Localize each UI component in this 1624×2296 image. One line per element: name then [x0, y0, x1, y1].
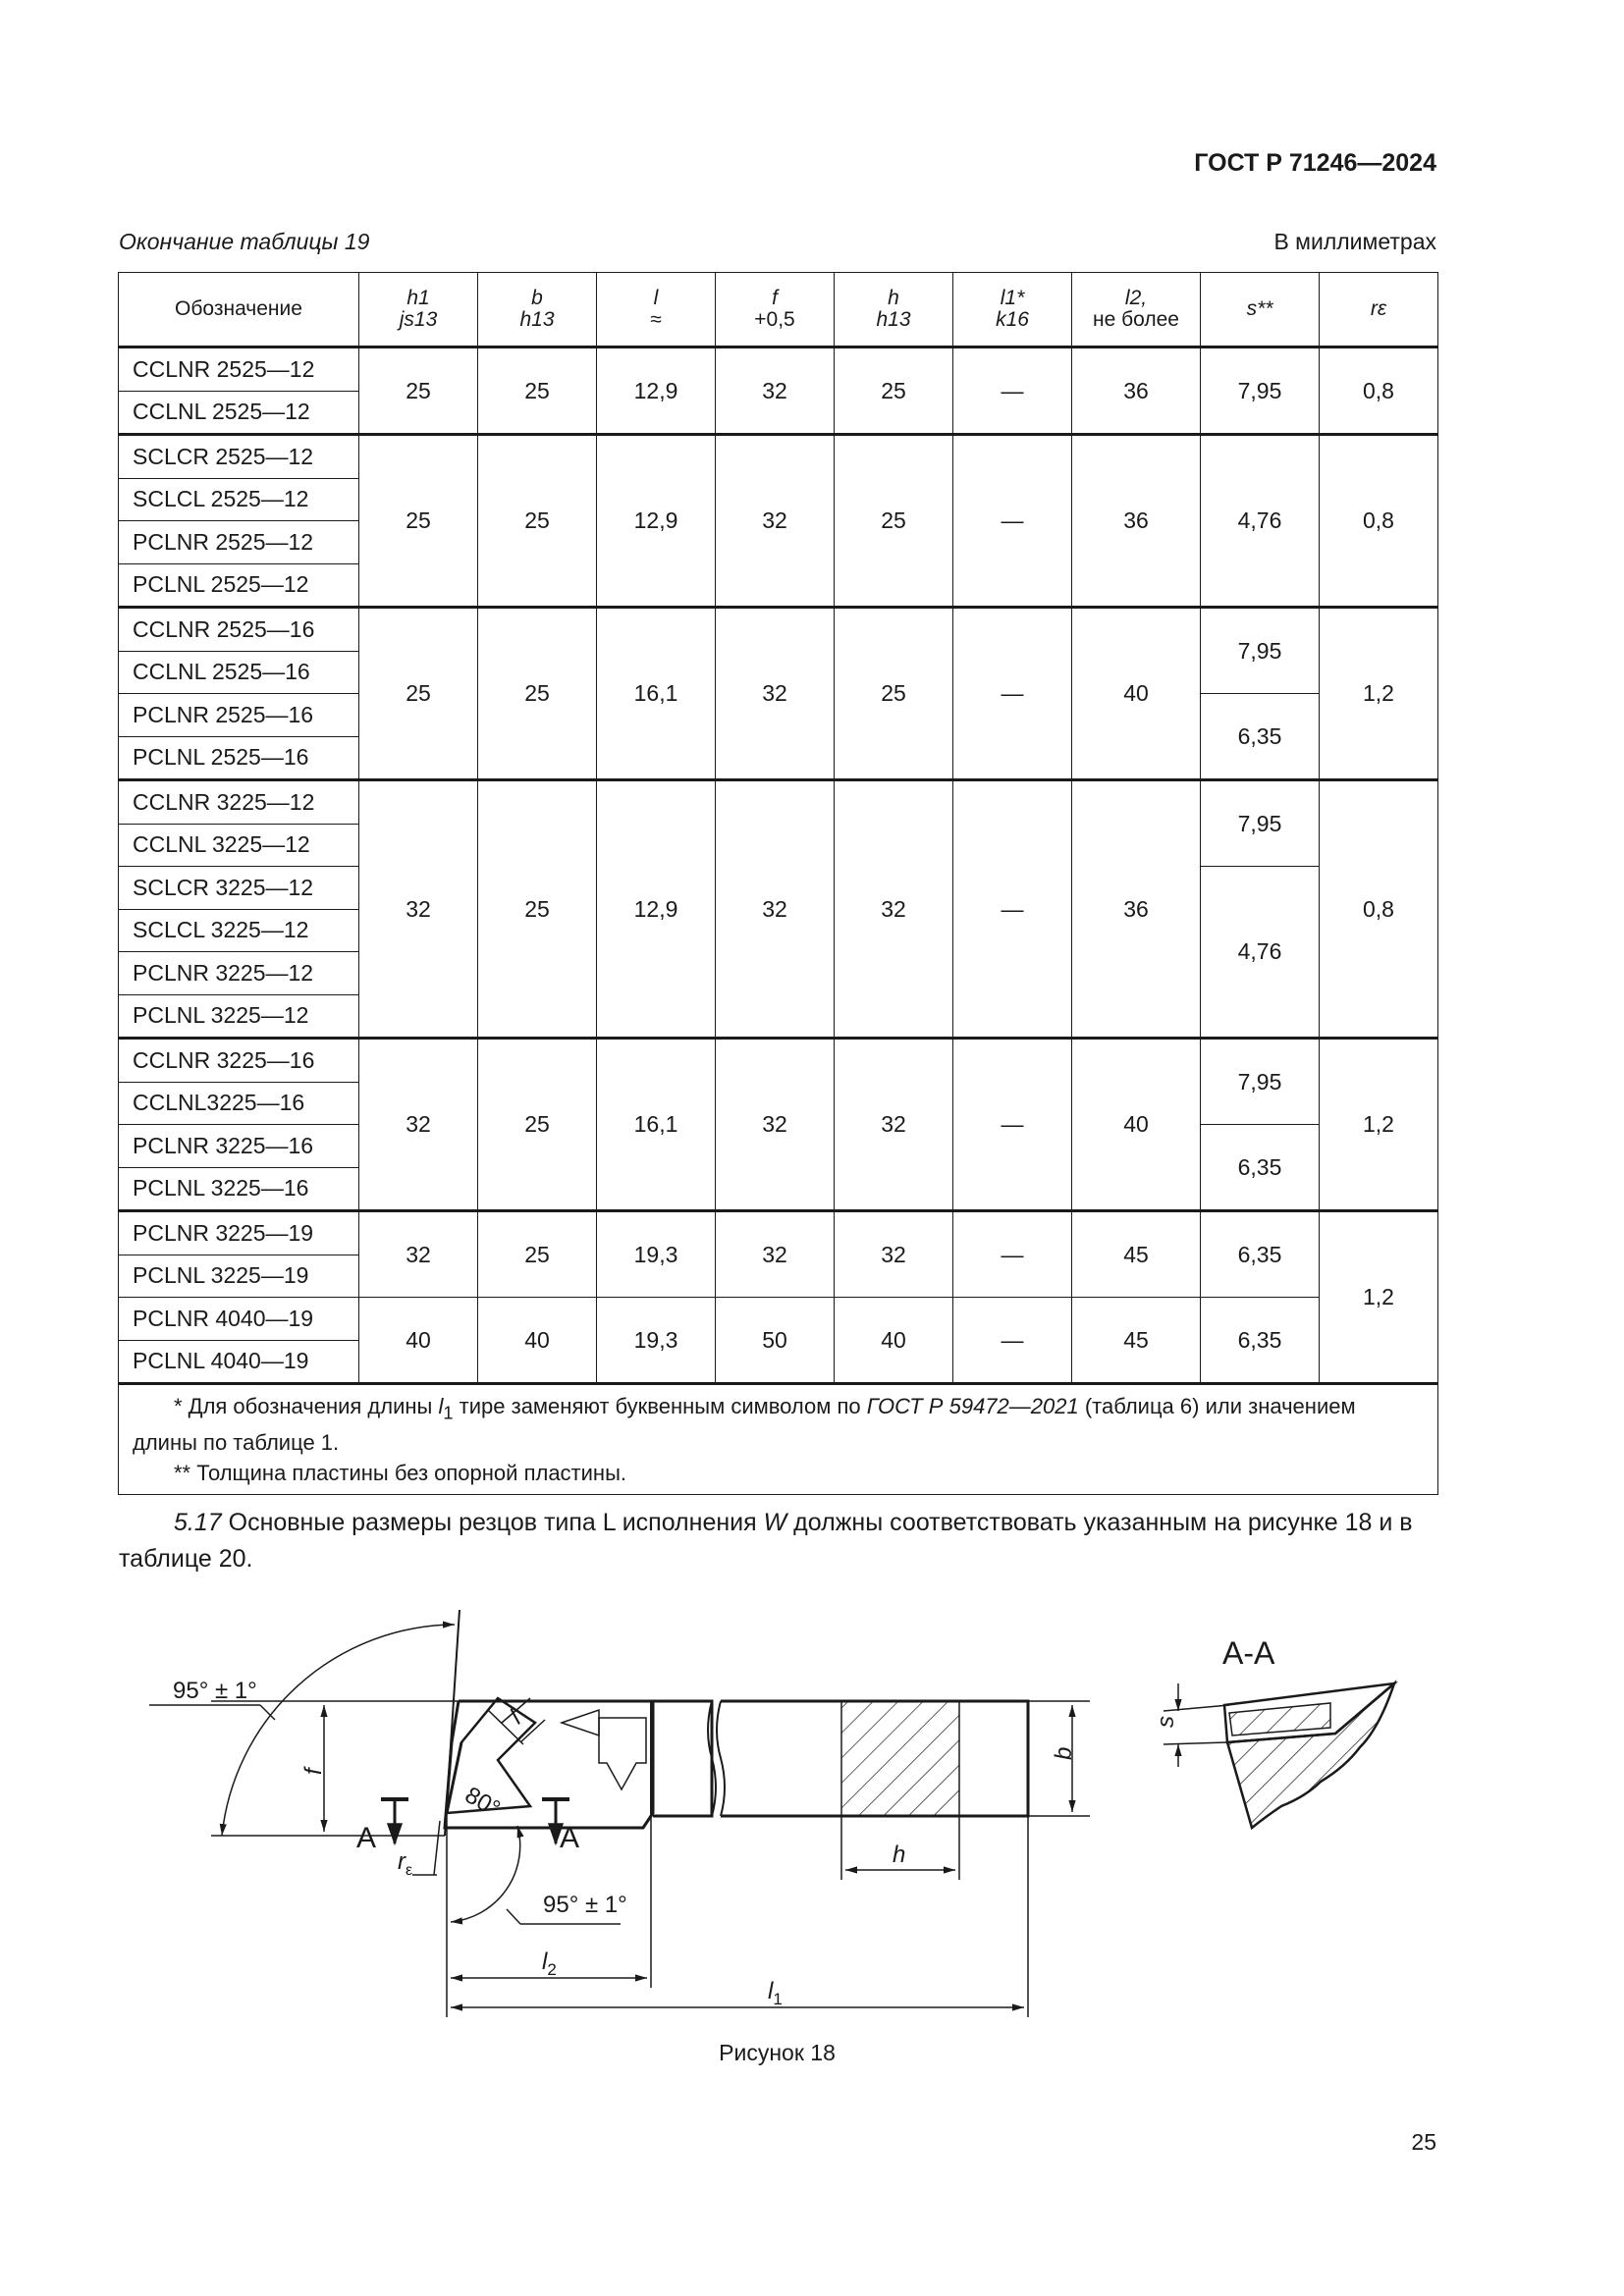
cell-l1: — — [953, 1211, 1072, 1298]
table-header-row — [119, 273, 1438, 347]
table-row — [119, 347, 1438, 392]
cell-s: 7,95 — [1201, 608, 1320, 694]
cell-b: 40 — [478, 1298, 597, 1384]
cell-l: 16,1 — [597, 608, 716, 780]
header-l2 — [1072, 273, 1201, 347]
table-notes — [119, 1384, 1438, 1495]
note-1 — [133, 1391, 1424, 1458]
label-l: l — [505, 1705, 526, 1730]
cell-l1: — — [953, 780, 1072, 1039]
designation-cell: PCLNR 2525—16 — [119, 694, 359, 737]
designation-cell: CCLNR 2525—12 — [119, 347, 359, 392]
note-subscript: 1 — [443, 1402, 454, 1423]
table-row — [119, 1039, 1438, 1083]
cell-h1: 25 — [359, 347, 478, 435]
header-h — [835, 273, 953, 347]
header-label: b — [531, 287, 543, 309]
header-label: l — [653, 287, 659, 309]
header-tolerance: +0,5 — [754, 308, 795, 331]
designation-cell: PCLNL 2525—12 — [119, 563, 359, 608]
cell-l2: 36 — [1072, 780, 1201, 1039]
cell-h: 32 — [835, 1039, 953, 1211]
cell-l2: 45 — [1072, 1298, 1201, 1384]
designation-cell: PCLNL 3225—16 — [119, 1167, 359, 1211]
cell-s: 6,35 — [1201, 1125, 1320, 1211]
dimensions-table — [118, 272, 1438, 1495]
designation-cell: PCLNR 3225—12 — [119, 952, 359, 995]
paragraph-variant: W — [763, 1509, 787, 1536]
cell-f: 32 — [716, 780, 835, 1039]
cell-s: 6,35 — [1201, 1298, 1320, 1384]
designation-cell: PCLNR 3225—16 — [119, 1125, 359, 1168]
table-units: В миллиметрах — [1273, 229, 1436, 254]
cell-r: 0,8 — [1320, 435, 1438, 608]
designation-cell: SCLCR 2525—12 — [119, 435, 359, 479]
header-label: l2, — [1124, 287, 1148, 309]
header-label: h1 — [406, 287, 430, 309]
designation-cell: PCLNL 2525—16 — [119, 736, 359, 780]
label-r — [398, 1848, 412, 1879]
cell-s: 4,76 — [1201, 435, 1320, 608]
label-l2-subscript: 2 — [547, 1960, 557, 1979]
header-tolerance: не более — [1093, 308, 1179, 331]
cell-s: 7,95 — [1201, 780, 1320, 867]
cell-f: 32 — [716, 1211, 835, 1298]
cell-h1: 32 — [359, 780, 478, 1039]
label-r-subscript: ε — [406, 1862, 413, 1879]
table-row — [119, 1211, 1438, 1255]
header-label: s** — [1246, 297, 1273, 320]
designation-cell: SCLCL 3225—12 — [119, 909, 359, 952]
cell-f: 32 — [716, 435, 835, 608]
label-section-right: A — [560, 1822, 580, 1854]
label-section-title: A-A — [1222, 1635, 1275, 1671]
designation-cell: PCLNL 4040—19 — [119, 1340, 359, 1384]
note-symbol: l — [438, 1394, 444, 1418]
cell-h1: 25 — [359, 435, 478, 608]
table-caption: Окончание таблицы 19 — [119, 229, 370, 254]
cell-l: 16,1 — [597, 1039, 716, 1211]
label-r-symbol: r — [398, 1848, 406, 1875]
header-b — [478, 273, 597, 347]
cell-l: 12,9 — [597, 347, 716, 435]
cell-h1: 25 — [359, 608, 478, 780]
header-l1 — [953, 273, 1072, 347]
header-label: rε — [1370, 297, 1387, 320]
cell-l1: — — [953, 435, 1072, 608]
label-insert-angle: 80° — [460, 1782, 505, 1823]
note-reference: ГОСТ Р 59472—2021 — [866, 1394, 1079, 1418]
cell-l: 19,3 — [597, 1211, 716, 1298]
label-h: h — [893, 1842, 906, 1868]
cell-l2: 36 — [1072, 435, 1201, 608]
table-row — [119, 1298, 1438, 1341]
designation-cell: CCLNL 3225—12 — [119, 824, 359, 867]
table-notes-row — [119, 1384, 1438, 1495]
table-row — [119, 608, 1438, 652]
cell-f: 50 — [716, 1298, 835, 1384]
designation-cell: CCLNL 2525—12 — [119, 391, 359, 435]
paragraph-5-17 — [119, 1505, 1437, 1577]
cell-f: 32 — [716, 608, 835, 780]
designation-cell: SCLCL 2525—12 — [119, 478, 359, 521]
figure-caption: Рисунок 18 — [719, 2040, 836, 2065]
cell-l: 12,9 — [597, 435, 716, 608]
cell-l1: — — [953, 347, 1072, 435]
cell-l1: — — [953, 1039, 1072, 1211]
note-2: ** Толщина пластины без опорной пластины. — [174, 1461, 626, 1486]
header-tolerance: ≈ — [650, 308, 662, 331]
designation-cell: PCLNL 3225—19 — [119, 1255, 359, 1298]
header-designation — [119, 273, 359, 347]
cell-h: 25 — [835, 347, 953, 435]
label-section-left: A — [356, 1822, 377, 1854]
label-f: f — [300, 1768, 327, 1775]
label-l1-symbol: l — [768, 1978, 774, 2004]
header-tolerance: h13 — [519, 308, 555, 331]
paragraph-text: Основные размеры резцов типа L исполнения — [221, 1509, 764, 1536]
label-l2-symbol: l — [542, 1949, 548, 1975]
cell-r: 1,2 — [1320, 1211, 1438, 1384]
label-l1-subscript: 1 — [773, 1990, 783, 2008]
page-number: 25 — [1411, 2129, 1436, 2155]
cell-h: 40 — [835, 1298, 953, 1384]
cell-b: 25 — [478, 780, 597, 1039]
header-h1 — [359, 273, 478, 347]
label-l1 — [768, 1978, 783, 2008]
header-label: Обозначение — [175, 297, 302, 320]
cell-r: 0,8 — [1320, 347, 1438, 435]
cell-l2: 36 — [1072, 347, 1201, 435]
note-text: (таблица 6) или значением длины по таблице 1. — [133, 1394, 1356, 1456]
cell-h1: 32 — [359, 1039, 478, 1211]
feed-arrow — [599, 1718, 646, 1789]
header-f — [716, 273, 835, 347]
header-label: f — [772, 287, 778, 309]
designation-cell: CCLNL 2525—16 — [119, 651, 359, 694]
cell-r: 1,2 — [1320, 1039, 1438, 1211]
header-label: h — [888, 287, 899, 309]
table-row — [119, 435, 1438, 479]
designation-cell: SCLCR 3225—12 — [119, 867, 359, 910]
designation-cell: PCLNR 3225—19 — [119, 1211, 359, 1255]
label-b: b — [1051, 1746, 1077, 1760]
designation-cell: CCLNR 3225—16 — [119, 1039, 359, 1083]
cell-s: 4,76 — [1201, 867, 1320, 1039]
cell-b: 25 — [478, 347, 597, 435]
figure-18-drawing — [0, 1590, 1624, 2042]
note-text: тире заменяют буквенным символом по — [453, 1394, 867, 1418]
cell-l1: — — [953, 1298, 1072, 1384]
cell-s: 6,35 — [1201, 694, 1320, 780]
cell-b: 25 — [478, 608, 597, 780]
cell-l: 19,3 — [597, 1298, 716, 1384]
cell-h1: 40 — [359, 1298, 478, 1384]
label-l2 — [542, 1949, 557, 1979]
cell-l2: 45 — [1072, 1211, 1201, 1298]
table-row — [119, 780, 1438, 825]
cell-b: 25 — [478, 1211, 597, 1298]
cell-h1: 32 — [359, 1211, 478, 1298]
section-hatch — [841, 1701, 959, 1816]
cell-r: 1,2 — [1320, 608, 1438, 780]
designation-cell: CCLNR 3225—12 — [119, 780, 359, 825]
designation-cell: CCLNR 2525—16 — [119, 608, 359, 652]
cell-s: 6,35 — [1201, 1211, 1320, 1298]
cell-h: 25 — [835, 435, 953, 608]
label-angle-top: 95° ± 1° — [173, 1678, 257, 1704]
label-s: s — [1153, 1716, 1179, 1728]
paragraph-number: 5.17 — [174, 1509, 222, 1536]
designation-cell: PCLNR 2525—12 — [119, 521, 359, 564]
cell-s: 7,95 — [1201, 1039, 1320, 1125]
designation-cell: PCLNL 3225—12 — [119, 994, 359, 1039]
cell-r: 0,8 — [1320, 780, 1438, 1039]
cell-l2: 40 — [1072, 1039, 1201, 1211]
designation-cell: CCLNL3225—16 — [119, 1082, 359, 1125]
cell-s: 7,95 — [1201, 347, 1320, 435]
designation-cell: PCLNR 4040—19 — [119, 1298, 359, 1341]
header-l — [597, 273, 716, 347]
cell-h: 32 — [835, 1211, 953, 1298]
document-id: ГОСТ Р 71246—2024 — [1194, 149, 1436, 177]
cell-f: 32 — [716, 347, 835, 435]
header-r — [1320, 273, 1438, 347]
cell-l1: — — [953, 608, 1072, 780]
header-label: l1* — [1000, 287, 1025, 309]
cell-l: 12,9 — [597, 780, 716, 1039]
header-s — [1201, 273, 1320, 347]
note-text: * Для обозначения длины — [174, 1394, 439, 1418]
cell-h: 25 — [835, 608, 953, 780]
cell-l2: 40 — [1072, 608, 1201, 780]
cell-b: 25 — [478, 435, 597, 608]
header-tolerance: k16 — [996, 308, 1029, 331]
cell-h: 32 — [835, 780, 953, 1039]
label-angle-bottom: 95° ± 1° — [543, 1892, 627, 1918]
paragraph-text: должны соответствовать указанным на рисунке 18 и в таблице 20. — [119, 1509, 1413, 1573]
cell-f: 32 — [716, 1039, 835, 1211]
header-tolerance: js13 — [399, 308, 438, 331]
cell-b: 25 — [478, 1039, 597, 1211]
header-tolerance: h13 — [876, 308, 911, 331]
